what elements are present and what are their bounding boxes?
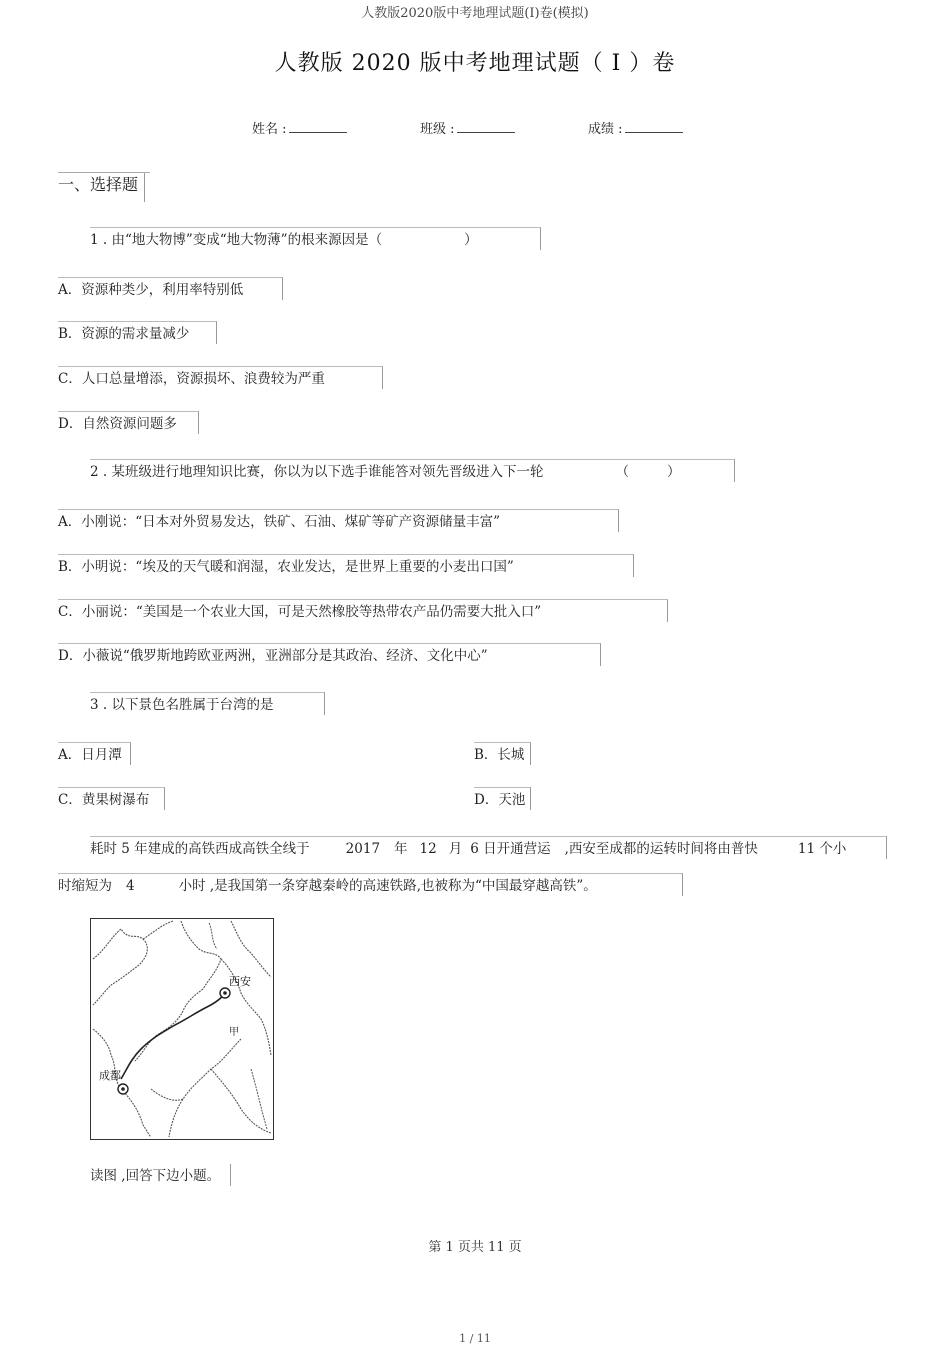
section-heading: 一、选择题 — [58, 172, 145, 202]
name-field[interactable] — [252, 118, 347, 137]
question-1-option-c[interactable]: C．人口总量增添，资源损坏、浪费较为严重 — [58, 366, 383, 389]
border-line — [143, 921, 221, 989]
border-line — [121, 1089, 183, 1137]
passage-year: 2017 — [345, 841, 381, 857]
page-number: 1 / 11 — [459, 1332, 491, 1345]
question-3-option-d[interactable]: D．天池 — [474, 787, 531, 810]
jia-label: 甲 — [229, 1027, 239, 1038]
question-3-stem: 3 . 以下景色名胜属于台湾的是 — [90, 692, 325, 715]
paren-close: ） — [464, 232, 478, 248]
xian-label: 西安 — [229, 975, 251, 988]
question-3-option-b[interactable]: B．长城 — [474, 742, 531, 765]
passage-month: 12 — [419, 841, 437, 857]
score-field-label: 成绩 : — [588, 122, 623, 137]
question-2-option-c[interactable]: C．小丽说：“美国是一个农业大国，可是天然橡胶等热带农产品仍需要大批入口” — [58, 599, 668, 622]
question-2-option-a[interactable]: A．小刚说：“日本对外贸易发达，铁矿、石油、煤矿等矿产资源储量丰富” — [58, 509, 619, 532]
question-2-option-d[interactable]: D．小薇说“俄罗斯地跨欧亚两洲，亚洲部分是其政治、经济、文化中心” — [58, 643, 601, 666]
passage-text: 6 日开通营运 — [470, 841, 551, 857]
border-line — [135, 989, 203, 1061]
question-2-option-b[interactable]: B．小明说：“埃及的天气暖和润湿，农业发达，是世界上重要的小麦出口国” — [58, 554, 634, 577]
passage-text: 11 个小 — [797, 841, 847, 857]
passage-text: 耗时 5 年建成的高铁西成高铁全线于 — [90, 841, 310, 857]
question-1-option-d[interactable]: D．自然资源问题多 — [58, 411, 199, 434]
paren-open: （ — [615, 464, 629, 480]
score-blank[interactable] — [625, 120, 683, 133]
name-field-label: 姓名 : — [252, 122, 287, 137]
border-line — [211, 1069, 271, 1133]
question-1-text: 1 . 由“地大物博”变成“地大物薄”的根来源因是（ — [90, 232, 383, 248]
map-drawing — [91, 919, 273, 1139]
paren-close: ） — [666, 464, 681, 480]
read-prompt: 读图 ,回答下边小题。 — [90, 1164, 231, 1186]
question-1-option-b[interactable]: B．资源的需求量减少 — [58, 321, 217, 344]
question-1-stem — [90, 227, 541, 250]
chengdu-label: 成都 — [99, 1069, 121, 1082]
passage-hours: 4 — [126, 878, 135, 894]
railway-line — [121, 993, 225, 1079]
score-field[interactable] — [588, 118, 683, 137]
border-line — [251, 1069, 267, 1129]
page-footer: 第 1 页共 11 页 — [428, 1240, 522, 1255]
border-line — [169, 1039, 241, 1137]
passage-text: ,也被称为“中国最穿越高铁”。 — [416, 878, 597, 894]
question-3-option-a[interactable]: A．日月潭 — [58, 742, 131, 765]
question-2-text: 2 . 某班级进行地理知识比赛，你以为以下选手谁能答对领先晋级进入下一轮 — [90, 464, 544, 480]
question-2-stem — [90, 459, 735, 482]
railway-map — [90, 918, 274, 1140]
question-3-option-c[interactable]: C．黄果树瀑布 — [58, 787, 165, 810]
border-line — [221, 959, 271, 1055]
running-header: 人教版2020版中考地理试题(I)卷(模拟) — [361, 6, 589, 21]
passage-text: 小时 ,是我国第一条穿越秦岭的高速铁路 — [178, 878, 417, 894]
border-line — [93, 929, 147, 1005]
class-blank[interactable] — [457, 120, 515, 133]
question-1-option-a[interactable]: A．资源种类少，利用率特别低 — [58, 277, 283, 300]
passage-text: 月 — [448, 841, 463, 857]
border-line — [209, 923, 217, 949]
border-line — [231, 921, 271, 977]
passage-line-2 — [58, 873, 683, 896]
class-field[interactable] — [420, 118, 515, 137]
passage-text: 时缩短为 — [58, 878, 112, 894]
page-title: 人教版 2020 版中考地理试题（ Ⅰ ）卷 — [274, 51, 676, 76]
chengdu-marker-dot — [121, 1087, 125, 1091]
passage-text: 年 — [394, 841, 408, 857]
class-field-label: 班级 : — [420, 122, 455, 137]
name-blank[interactable] — [289, 120, 347, 133]
passage-text: ,西安至成都的运转时间将由普快 — [564, 841, 758, 857]
passage-line-1 — [90, 836, 887, 859]
xian-marker-dot — [223, 991, 227, 995]
